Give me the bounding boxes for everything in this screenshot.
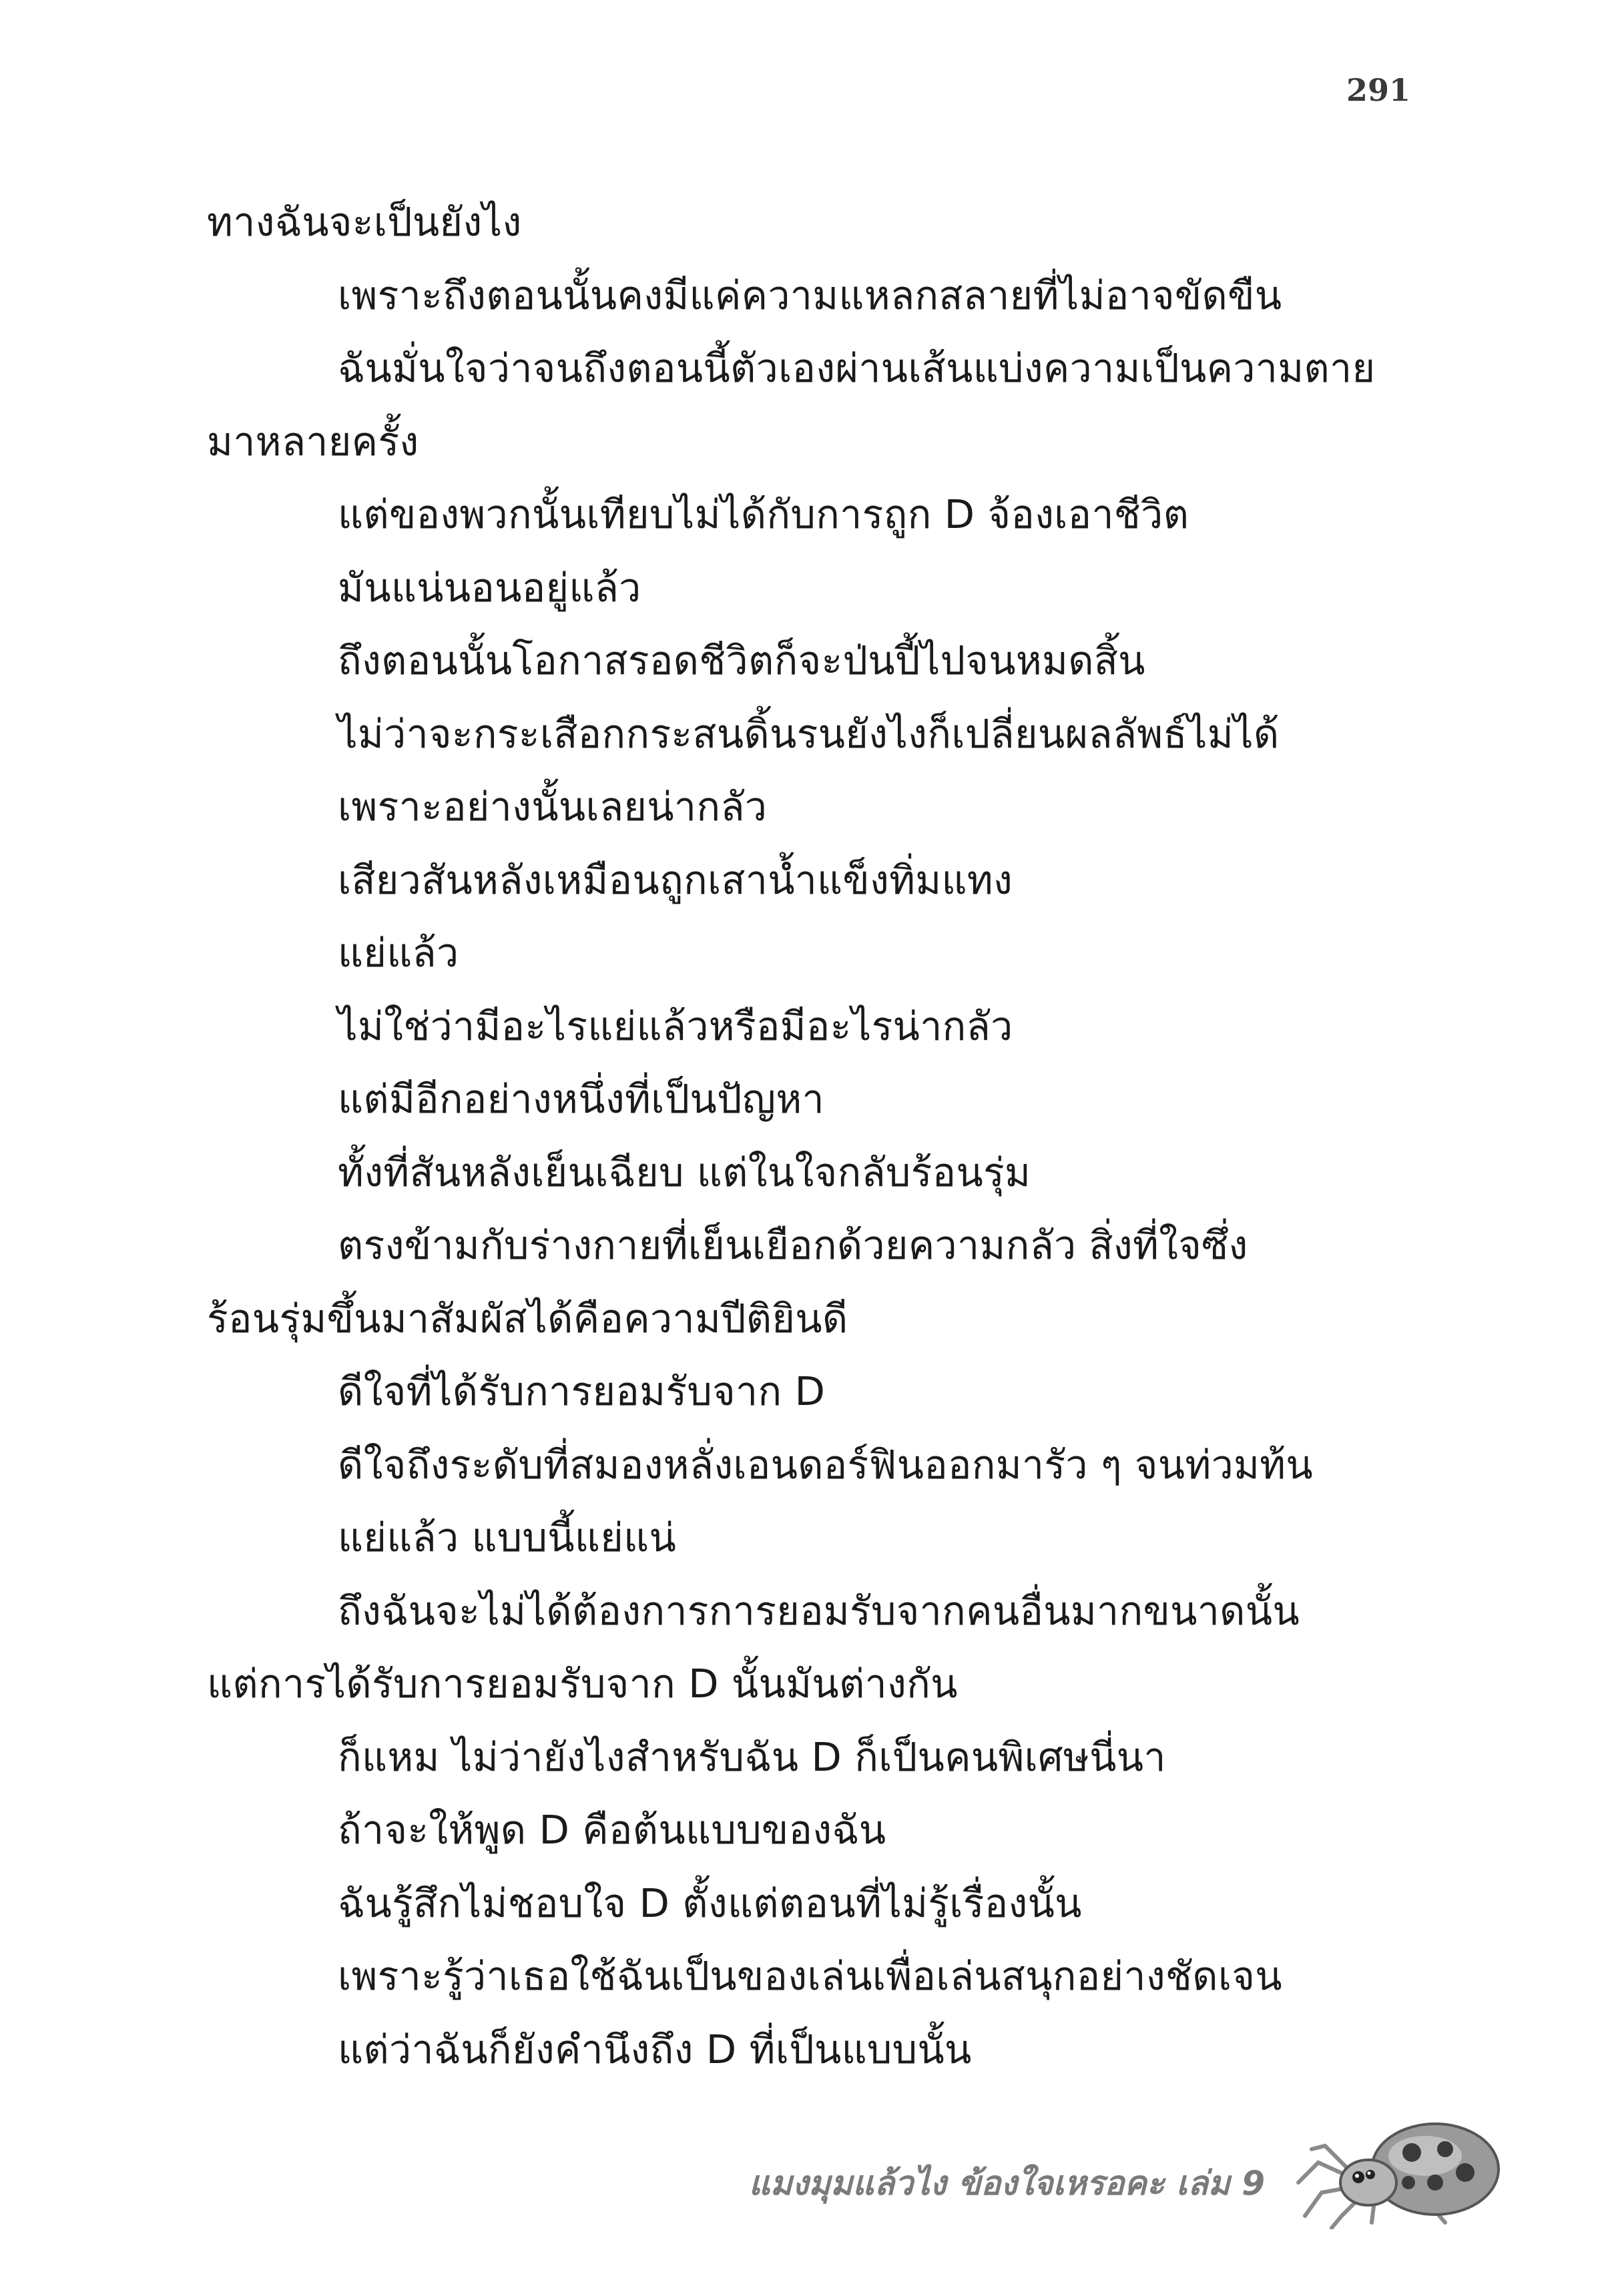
text-line: ตรงข้ามกับร่างกายที่เย็นเยือกด้วยความกลัว สิ่งที่ใจซึ่ง <box>338 1222 1248 1268</box>
text-line: แต่มีอีกอย่างหนึ่งที่เป็นปัญหา <box>338 1076 824 1122</box>
page-number: 291 <box>1346 72 1410 108</box>
text-line: ถ้าจะให้พูด D คือต้นแบบของฉัน <box>338 1807 886 1853</box>
body-text <box>207 186 1408 2086</box>
text-line: ทางฉันจะเป็นยังไง <box>207 199 522 245</box>
text-line: มันแน่นอนอยู่แล้ว <box>338 564 641 611</box>
text-line: เพราะรู้ว่าเธอใช้ฉันเป็นของเล่นเพื่อเล่นสนุกอย่างชัดเจน <box>338 1953 1282 1999</box>
text-line: เพราะอย่างนั้นเลยน่ากลัว <box>338 784 768 830</box>
text-line: ถึงตอนนั้นโอกาสรอดชีวิตก็จะป่นปี้ไปจนหมดสิ้น <box>338 637 1145 683</box>
running-footer-title: แมงมุมแล้วไง ข้องใจเหรอคะ เล่ม 9 <box>748 2164 1265 2203</box>
text-line: มาหลายครั้ง <box>207 418 419 465</box>
text-line: แต่การได้รับการยอมรับจาก D นั้นมันต่างกัน <box>207 1661 958 1707</box>
text-line: ฉันรู้สึกไม่ชอบใจ D ตั้งแต่ตอนที่ไม่รู้เรื่องนั้น <box>338 1880 1082 1926</box>
text-line: เพราะถึงตอนนั้นคงมีแค่ความแหลกสลายที่ไม่อาจขัดขืน <box>338 272 1282 318</box>
text-line: แต่ของพวกนั้นเทียบไม่ได้กับการถูก D จ้องเอาชีวิต <box>338 491 1189 537</box>
text-line: แย่แล้ว <box>338 930 459 976</box>
text-line: ไม่ใช่ว่ามีอะไรแย่แล้วหรือมีอะไรน่ากลัว <box>338 1002 1013 1049</box>
text-line: แต่ว่าฉันก็ยังคำนึงถึง D ที่เป็นแบบนั้น <box>338 2026 972 2072</box>
text-line: ไม่ว่าจะกระเสือกกระสนดิ้นรนยังไงก็เปลี่ยนผลลัพธ์ไม่ได้ <box>338 710 1280 757</box>
text-line: แย่แล้ว แบบนี้แย่แน่ <box>338 1514 677 1560</box>
text-line: ก็แหม ไม่ว่ายังไงสำหรับฉัน D ก็เป็นคนพิเศษนี่นา <box>338 1733 1166 1780</box>
text-line: ดีใจถึงระดับที่สมองหลั่งเอนดอร์ฟินออกมารัว ๆ จนท่วมท้น <box>338 1441 1314 1488</box>
text-line: ร้อนรุ่มขึ้นมาสัมผัสได้คือความปีติยินดี <box>207 1295 848 1342</box>
text-line: เสียวสันหลังเหมือนถูกเสาน้ำแข็งทิ่มแทง <box>338 856 1013 903</box>
spider-mascot-icon <box>1292 2116 1512 2229</box>
text-line: ฉันมั่นใจว่าจนถึงตอนนี้ตัวเองผ่านเส้นแบ่งความเป็นความตาย <box>338 345 1376 391</box>
text-line: ทั้งที่สันหลังเย็นเฉียบ แต่ในใจกลับร้อนรุ่ม <box>338 1149 1031 1195</box>
text-line: ดีใจที่ได้รับการยอมรับจาก D <box>338 1368 826 1414</box>
page-footer <box>0 2116 1612 2236</box>
text-line: ถึงฉันจะไม่ได้ต้องการการยอมรับจากคนอื่นมากขนาดนั้น <box>338 1587 1300 1634</box>
